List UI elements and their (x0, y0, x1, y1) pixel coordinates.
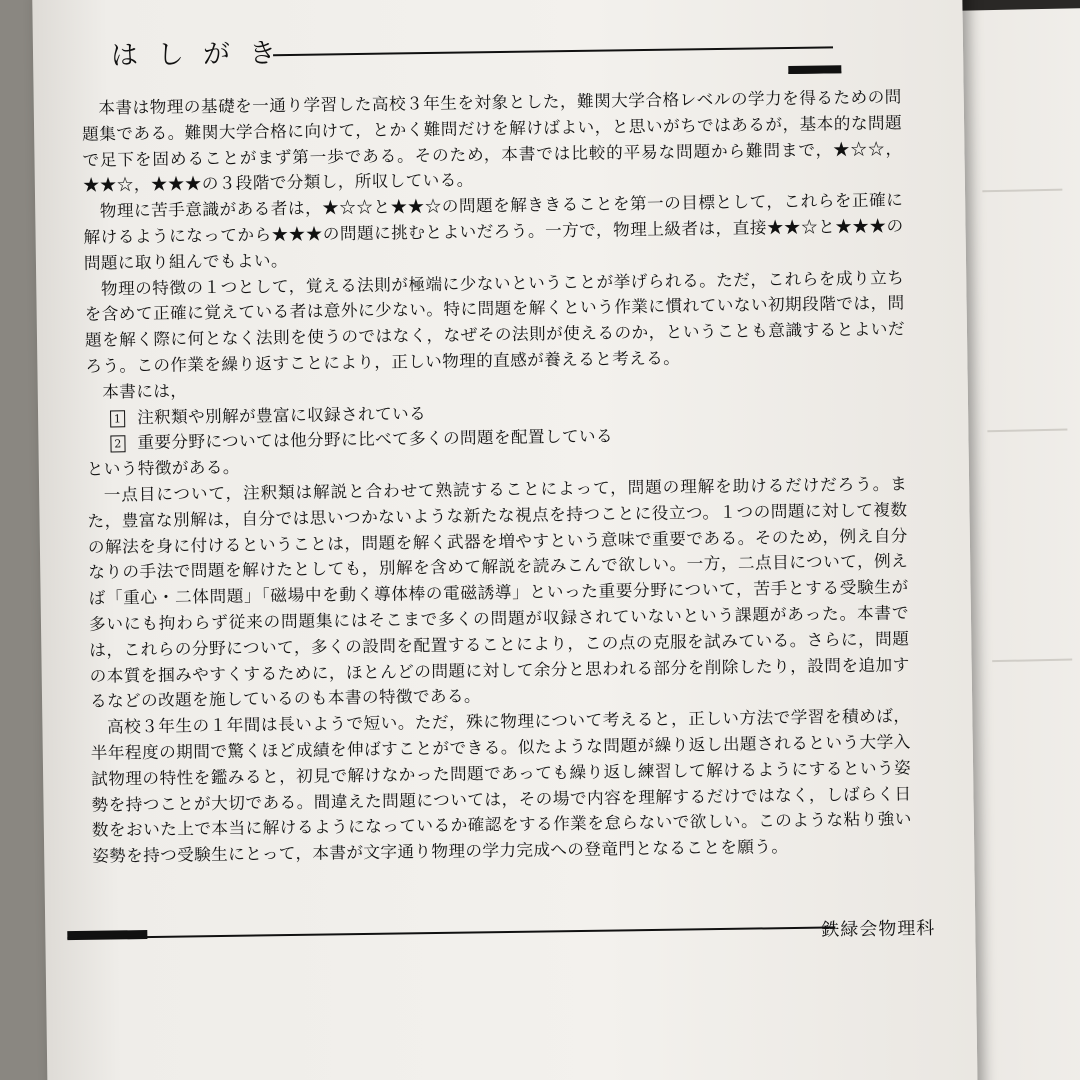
list-number-box: 1 (110, 410, 125, 427)
paragraph: 物理に苦手意識がある者は，★☆☆と★★☆の問題を解ききることを第一の目標として，これらを正確に解けるようになってから★★★の問題に挑むとよいだろう。一方で，物理上級者は，直接★★☆と★★★の問題に取り組んでもよい。 (83, 190, 904, 273)
paragraph: 高校３年生の１年間は長いようで短い。ただ，殊に物理について考えると，正しい方法で学習を積めば，半年程度の期間で驚くほど成績を伸ばすことができる。似たような問題が繰り返し出題されるという大学入試物理の特性を鑑みると，初見で解けなかった問題であっても繰り返し練習して解けるようにするという姿勢を持つことが大切である。間違えた問題については，その場で内容を理解するだけではなく，しばらく日数をおいた上で本当に解けるようになっているか確認をする作業を怠らないで欲しい。このような粘り強い姿勢を持つ受験生にとって，本書が文字通り物理の学力完成への登竜門となることを願う。 (90, 706, 912, 866)
title-rule (273, 46, 833, 56)
paragraph: 一点目について，注釈類は解説と合わせて熟読することによって，問題の理解を助けるだけだろう。また，豊富な別解は，自分では思いつかないような新たな視点を持つことに役立つ。１つの問題に対して複数の解法を身に付けるということは，問題を解く武器を増やすという意味で重要である。そのため，例え自分なりの手法で問題を解けたとしても，別解を含めて解説を読みこんで欲しい。一方，二点目について，例えば「重心・二体問題」「磁場中を動く導体棒の電磁誘導」といった重要分野について，苦手とする受験生が多いにも拘わらず従来の問題集にはそこまで多くの問題が収録されていないという課題があった。本書では，これらの分野について，多くの設問を配置することにより，この点の克服を試みている。さらに，問題の本質を掴みやすくするために，ほとんどの問題に対して余分と思われる部分を削除したり，設問を追加するなどの改題を施しているのも本書の特徴である。 (87, 474, 910, 712)
list-item-text: 重要分野については他分野に比べて多くの問題を配置している (137, 426, 614, 453)
title-rule-end (788, 71, 841, 74)
footer-rule (67, 926, 835, 939)
preface-body (82, 84, 913, 869)
faint-text-mark (982, 189, 1062, 193)
paragraph: という特徴がある。 (86, 457, 240, 479)
paragraph: 本書は物理の基礎を一通り学習した高校３年生を対象とした，難関大学合格レベルの学力を得るための問題集である。難関大学合格に向けて，とかく難問だけを解けばよい，と思いがちではあるが，基本的な問題で足下を固めることがまず第一歩である。そのため，本書では比較的平易な問題から難問まで，★☆☆，★★☆，★★★の３段階で分類し，所収している。 (82, 87, 903, 196)
page-title: はしがき (110, 37, 296, 72)
book-page (32, 0, 978, 1080)
author-signature: 鉄緑会物理科 (821, 918, 936, 941)
paragraph: 物理の特徴の１つとして，覚える法則が極端に少ないということが挙げられる。ただ，これらを成り立ちを含めて正確に覚えている者は意外に少ない。特に問題を解くという作業に慣れていない初期段階では，問題を解く際に何となく法則を使うのではなく，なぜその法則が使えるのか，ということも意識するとよいだろう。この作業を繰り返すことにより，正しい物理的直感が養えると考える。 (84, 267, 906, 376)
faint-text-mark (992, 659, 1072, 663)
faint-text-mark (987, 429, 1067, 433)
list-number-box: 2 (110, 436, 125, 453)
paragraph: 本書には， (102, 381, 188, 402)
list-item-text: 注釈類や別解が豊富に収録されている (136, 403, 427, 427)
